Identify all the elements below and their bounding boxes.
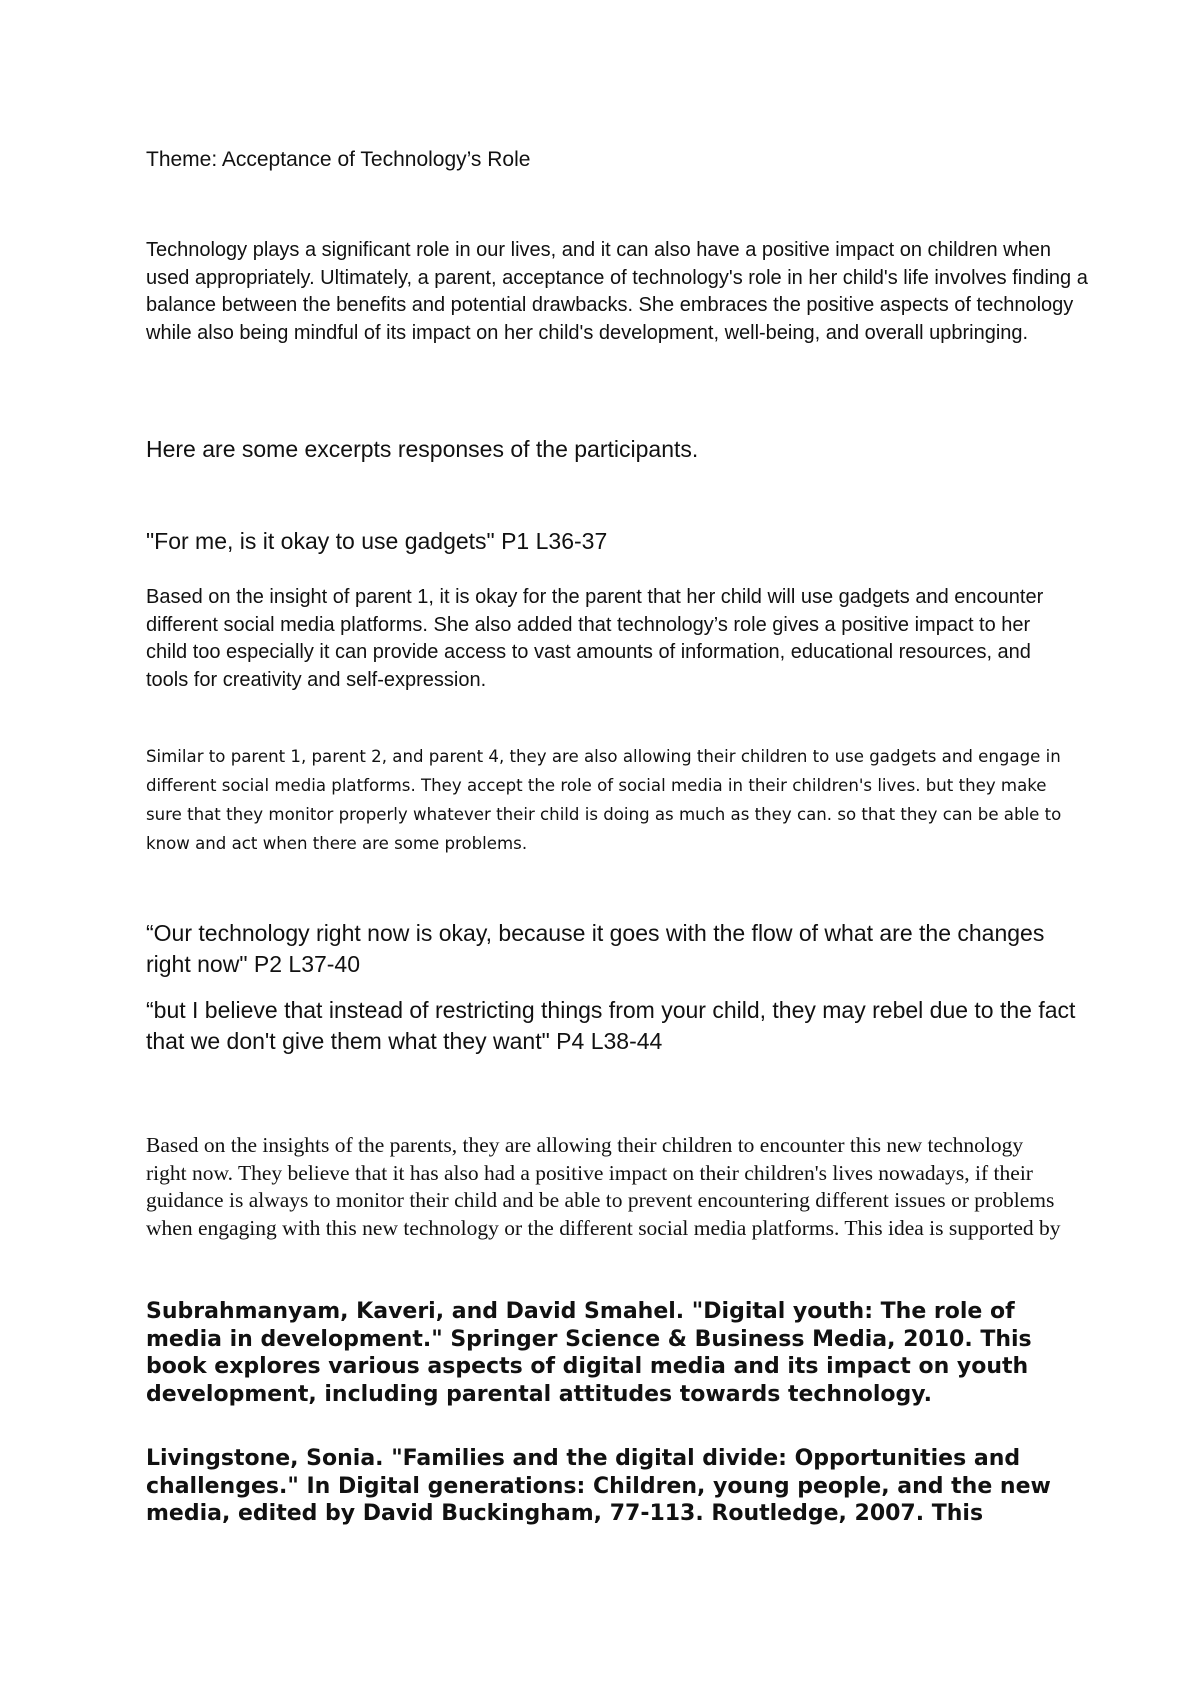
reference-subrahmanyam: Subrahmanyam, Kaveri, and David Smahel. "Digital youth: The role of media in development." Springer Science & Business Media, 2010. This book explores various aspects of digital media and its impact on youth development, including parental attitudes towards technology. xyxy=(146,1299,1032,1407)
quote-p2: “Our technology right now is okay, because it goes with the flow of what are the changes right now" P2 L37-40 xyxy=(146,920,1045,977)
parents-2-4-paragraph: Similar to parent 1, parent 2, and parent 4, they are also allowing their children to use gadgets and engage in different social media platforms. They accept the role of social media in their children's lives. but they make sure that they monitor properly whatever their child is doing as much as they can. so that they can be able to know and act when there are some problems. xyxy=(146,747,1062,853)
theme-heading: Theme: Acceptance of Technology’s Role xyxy=(146,148,531,171)
quote-p4: “but I believe that instead of restricting things from your child, they may rebel due to the fact that we don't give them what they want" P4 L38-44 xyxy=(146,997,1076,1054)
insights-paragraph: Based on the insights of the parents, they are allowing their children to encounter this new technology right now. They believe that it has also had a positive impact on their children's lives nowadays, if their guidance is always to monitor their child and be able to prevent encountering different issues or problems when engaging with this new technology or the different social media platforms. This idea is supported by xyxy=(146,1133,1061,1240)
quote-p1: "For me, is it okay to use gadgets" P1 L36-37 xyxy=(146,528,608,554)
reference-livingstone: Livingstone, Sonia. "Families and the digital divide: Opportunities and challenges." In Digital generations: Children, young people, and the new media, edited by David Buckingham, 77-113. Routledge, 2007. This xyxy=(146,1446,1051,1527)
excerpts-heading: Here are some excerpts responses of the participants. xyxy=(146,436,699,462)
parent1-paragraph: Based on the insight of parent 1, it is okay for the parent that her child will use gadgets and encounter different social media platforms. She also added that technology’s role gives a positive impact to her child too especially it can provide access to vast amounts of information, educational resources, and tools for creativity and self-expression. xyxy=(146,586,1044,691)
intro-paragraph: Technology plays a significant role in our lives, and it can also have a positive impact on children when used appropriately. Ultimately, a parent, acceptance of technology's role in her child's life involves finding a balance between the benefits and potential drawbacks. She embraces the positive aspects of technology while also being mindful of its impact on her child's development, well-being, and overall upbringing. xyxy=(146,239,1088,344)
